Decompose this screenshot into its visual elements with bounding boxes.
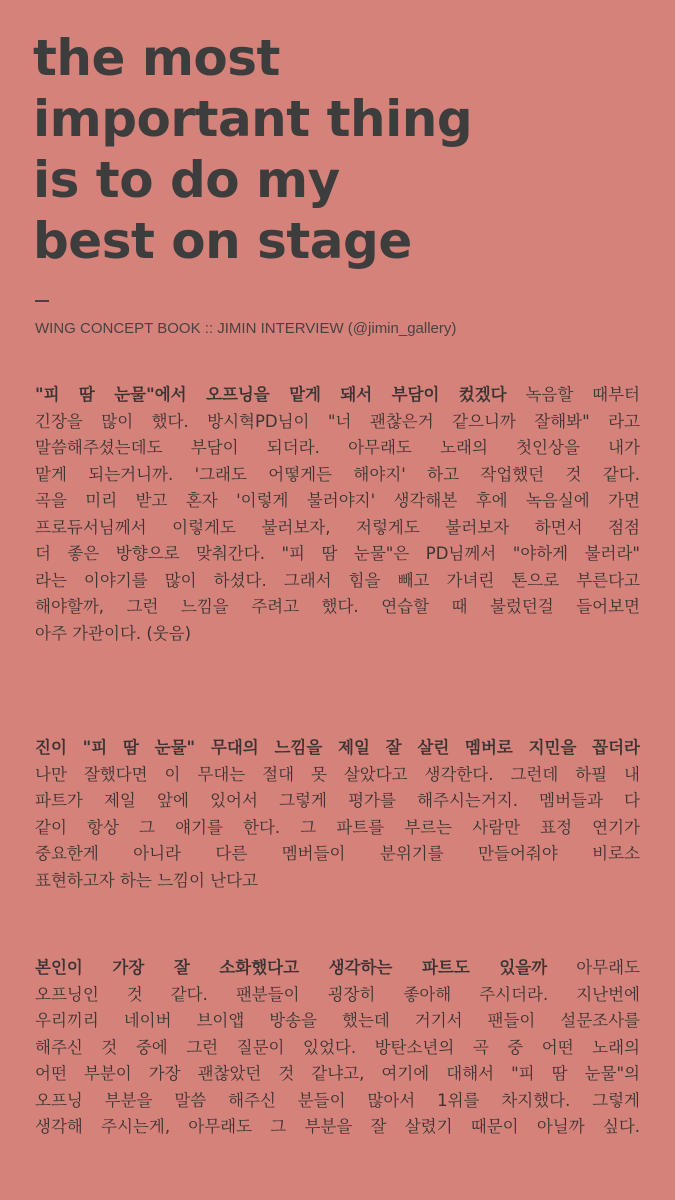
paragraph-line: 더 좋은 방향으로 맞춰간다. "피 땀 눈물"은 PD님께서 "야하게 불러라" bbox=[35, 544, 640, 563]
paragraph-line: 중요한게 아니라 다른 멤버들이 분위기를 만들어줘야 비로소 bbox=[35, 844, 640, 863]
title-divider bbox=[35, 300, 49, 302]
paragraph-line: 같이 항상 그 얘기를 한다. 그 파트를 부르는 사람만 표정 연기가 bbox=[35, 817, 640, 837]
paragraph-line: 라는 이야기를 많이 하셨다. 그래서 힘을 빼고 가녀린 톤으로 부른다고 bbox=[35, 570, 640, 590]
paragraph-line: 말씀해주셨는데도 부담이 되더라. 아무래도 노래의 첫인상을 내가 bbox=[35, 438, 640, 457]
paragraph-line: 프로듀서님께서 이렇게도 불러보자, 저렇게도 불러보자 하면서 점점 bbox=[35, 517, 640, 537]
title-line: the most bbox=[33, 29, 280, 87]
paragraph-line: 긴장을 많이 했다. 방시혁PD님이 "너 괜찮은거 같으니까 잘해봐" 라고 bbox=[35, 411, 640, 431]
paragraph-line: 해주신 것 중에 그런 질문이 있었다. 방탄소년의 곡 중 어떤 노래의 bbox=[35, 1037, 640, 1057]
interview-section bbox=[35, 735, 640, 894]
paragraph-line: 곡을 미리 받고 혼자 '이렇게 불러야지' 생각해본 후에 녹음실에 가면 bbox=[35, 491, 640, 510]
paragraph-line: 아주 가관이다. (웃음) bbox=[35, 623, 192, 643]
title-line: is to do my bbox=[33, 151, 340, 209]
paragraph-line: 표현하고자 하는 느낌이 난다고 bbox=[35, 870, 258, 890]
paragraph-line: 생각해 주시는게, 아무래도 그 부분을 잘 살렸기 때문이 아닐까 싶다. bbox=[35, 1117, 640, 1136]
paragraph-line bbox=[35, 735, 640, 762]
answer-text: 아무래도 bbox=[547, 958, 640, 977]
paragraph-line: 오프닝인 것 같다. 팬분들이 굉장히 좋아해 주시더라. 지난번에 bbox=[35, 984, 640, 1004]
source-credit: WING CONCEPT BOOK :: JIMIN INTERVIEW (@jimin_gallery) bbox=[35, 320, 457, 337]
title-line: important thing bbox=[33, 90, 473, 148]
paragraph-line: 맡게 되는거니까. '그래도 어떻게든 해야지' 하고 작업했던 것 같다. bbox=[35, 464, 640, 484]
paragraph-line: 해야할까, 그런 느낌을 주려고 했다. 연습할 때 불렀던걸 들어보면 bbox=[35, 597, 640, 616]
paragraph-line: 파트가 제일 앞에 있어서 그렇게 평가를 해주시는거지. 멤버들과 다 bbox=[35, 791, 640, 810]
interview-question: 본인이 가장 잘 소화했다고 생각하는 파트도 있을까 bbox=[35, 958, 548, 977]
paragraph-line bbox=[35, 382, 640, 409]
interview-section bbox=[35, 382, 640, 647]
paragraph-line bbox=[35, 955, 640, 982]
paragraph-line: 어떤 부분이 가장 괜찮았던 것 같냐고, 여기에 대해서 "피 땀 눈물"의 bbox=[35, 1064, 640, 1083]
interview-question: "피 땀 눈물"에서 오프닝을 맡게 돼서 부담이 컸겠다 bbox=[35, 385, 507, 404]
answer-text: 녹음할 때부터 bbox=[506, 385, 640, 404]
paragraph-line: 나만 잘했다면 이 무대는 절대 못 살았다고 생각한다. 그런데 하필 내 bbox=[35, 764, 640, 784]
title-line: best on stage bbox=[33, 212, 412, 270]
interview-section bbox=[35, 955, 640, 1141]
interview-question: 진이 "피 땀 눈물" 무대의 느낌을 제일 잘 살린 멤버로 지민을 꼽더라 bbox=[35, 738, 640, 757]
paragraph-line: 오프닝 부분을 말씀 해주신 분들이 많아서 1위를 차지했다. 그렇게 bbox=[35, 1090, 640, 1110]
page-title bbox=[33, 28, 472, 272]
paragraph-line: 우리끼리 네이버 브이앱 방송을 했는데 거기서 팬들이 설문조사를 bbox=[35, 1011, 640, 1030]
